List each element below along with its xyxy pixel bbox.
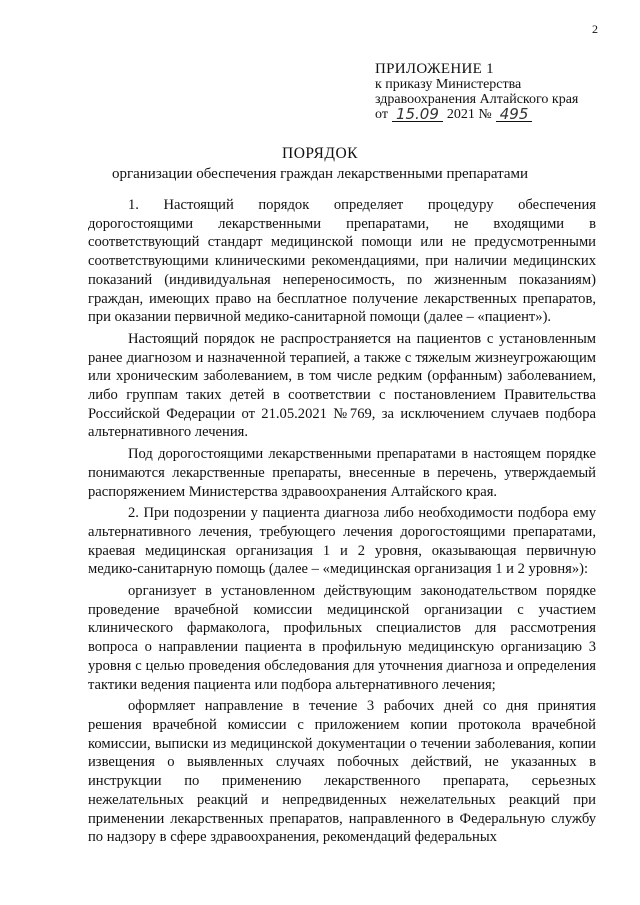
document-body xyxy=(88,196,596,850)
date-year: 2021 № xyxy=(446,107,492,122)
document-title: ПОРЯДОК xyxy=(282,145,358,162)
handwritten-order-number: 495 xyxy=(496,107,533,122)
paragraph-2: Настоящий порядок не распространяется на пациентов с установленным ранее диагнозом и назначенной терапией, а также с тяжелым жизнеугрожающим или хроническим заболеванием, в том числе редким (орфанным) заболеванием, либо группам таких детей в соответствии с постановлением Правительства Российской Федерации от 21.05.2021 №769, за исключением случаев подбора альтернативного лечения. xyxy=(88,330,596,441)
date-prefix: от xyxy=(375,107,388,122)
paragraph-4: 2. При подозрении у пациента диагноза либо необходимости подбора ему альтернативного лечения, требующего лечения дорогостоящими препаратами, краевая медицинская организация 1 и 2 уровня, оказывающая первичную медико-санитарную помощь (далее – «медицинская организация 1 и 2 уровня»): xyxy=(88,505,596,578)
handwritten-date: 15.09 xyxy=(392,107,443,122)
appendix-block xyxy=(375,62,578,122)
appendix-line-1: к приказу Министерства xyxy=(375,77,522,92)
page-number: 2 xyxy=(592,22,598,36)
paragraph-3: Под дорогостоящими лекарственными препаратами в настоящем порядке понимаются лекарственные препараты, внесенные в перечень, утверждаемый распоряжением Министерства здравоохранения Алтайского края. xyxy=(88,446,596,500)
appendix-date-line xyxy=(375,107,578,122)
paragraph-1: 1. Настоящий порядок определяет процедуру обеспечения дорогостоящими лекарственными препаратами, не входящими в соответствующий стандарт медицинской помощи или не предусмотренными соответствующими клиническими рекомендациями, при наличии медицинских показаний (индивидуальная непереносимость, по жизненным показаниям) граждан, имеющих право на бесплатное получение лекарственных препаратов, при оказании первичной медико-санитарной помощи (далее – «пациент»). xyxy=(88,197,596,326)
paragraph-6: оформляет направление в течение 3 рабочих дней со дня принятия решения врачебной комиссии с приложением копии протокола врачебной комиссии, выписки из медицинской документации о течении заболевания, копии извещения о выявленных случаях побочных действий, не указанных в инструкции по применению лекарственного препарата, серьезных нежелательных реакций и непредвиденных нежелательных реакций при применении лекарственных препаратов, направленного в Федеральную службу по надзору в сфере здравоохранения, рекомендаций федеральных xyxy=(88,698,596,846)
document-subtitle: организации обеспечения граждан лекарственными препаратами xyxy=(111,166,529,182)
paragraph-5: организует в установленном действующим законодательством порядке проведение врачебной комиссии медицинской организации с участием клинического фармаколога, профильных специалистов для рассмотрения вопроса о направлении пациента в профильную медицинскую организацию 3 уровня с целью проведения обследования для уточнения диагноза и определения тактики ведения пациента или подбора альтернативного лечения; xyxy=(88,583,596,693)
appendix-title: ПРИЛОЖЕНИЕ 1 xyxy=(375,61,494,77)
appendix-line-2: здравоохранения Алтайского края xyxy=(375,92,579,107)
